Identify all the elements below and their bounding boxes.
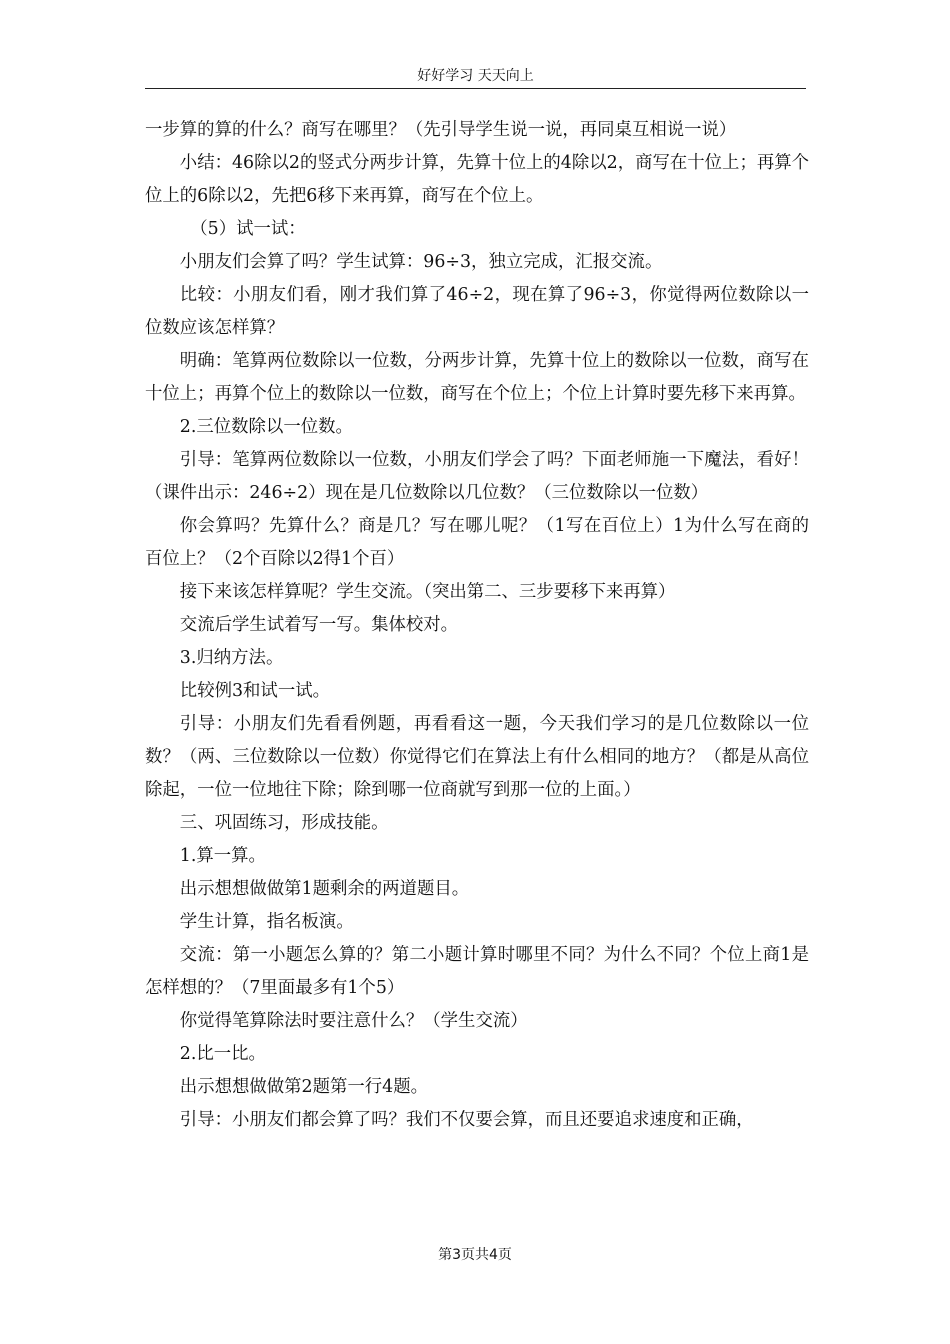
- paragraph: 引导：小朋友们先看看例题，再看看这一题，今天我们学习的是几位数除以一位数？（两、三位数除以一位数）你觉得它们在算法上有什么相同的地方？（都是从高位除起，一位一位地往下除；除到哪一位商就写到那一位的上面。）: [145, 714, 809, 800]
- page-footer: [0, 1244, 950, 1264]
- paragraph: 你会算吗？先算什么？商是几？写在哪儿呢？（1写在百位上）1为什么写在商的百位上？（2个百除以2得1个百）: [145, 516, 809, 569]
- paragraph: 比较：小朋友们看，刚才我们算了46÷2，现在算了96÷3，你觉得两位数除以一位数应该怎样算？: [145, 285, 809, 338]
- header-title: 好好学习 天天向上: [417, 68, 534, 84]
- paragraph: 出示想想做做第1题剩余的两道题目。: [179, 879, 470, 899]
- paragraph: 小朋友们会算了吗？学生试算：96÷3，独立完成，汇报交流。: [179, 252, 663, 272]
- document-body: [145, 114, 809, 1137]
- paragraph: 交流：第一小题怎么算的？第二小题计算时哪里不同？为什么不同？个位上商1是怎样想的？（7里面最多有1个5）: [145, 945, 809, 998]
- paragraph: 3.归纳方法。: [179, 648, 284, 668]
- paragraph: 比较例3和试一试。: [179, 681, 330, 701]
- paragraph: 你觉得笔算除法时要注意什么？（学生交流）: [179, 1011, 528, 1031]
- paragraph: （5）试一试：: [190, 219, 306, 239]
- paragraph: 2.三位数除以一位数。: [179, 417, 353, 437]
- paragraph: 引导：笔算两位数除以一位数，小朋友们学会了吗？下面老师施一下魔法，看好！（课件出示：246÷2）现在是几位数除以几位数？（三位数除以一位数）: [145, 450, 809, 503]
- paragraph: 三、巩固练习，形成技能。: [179, 813, 389, 833]
- paragraph: 一步算的算的什么？商写在哪里？（先引导学生说一说，再同桌互相说一说）: [145, 120, 737, 140]
- paragraph: 接下来该怎样算呢？学生交流。（突出第二、三步要移下来再算）: [179, 582, 676, 602]
- page-number: 第3页共4页: [438, 1247, 512, 1263]
- paragraph: 明确：笔算两位数除以一位数，分两步计算，先算十位上的数除以一位数，商写在十位上；再算个位上的数除以一位数，商写在个位上；个位上计算时要先移下来再算。: [145, 351, 809, 404]
- paragraph: 小结：46除以2的竖式分两步计算，先算十位上的4除以2，商写在十位上；再算个位上的6除以2，先把6移下来再算，商写在个位上。: [145, 153, 810, 206]
- paragraph: 1.算一算。: [179, 846, 266, 866]
- paragraph: 引导：小朋友们都会算了吗？我们不仅要会算，而且还要追求速度和正确，: [179, 1110, 754, 1130]
- paragraph: 出示想想做做第2题第一行4题。: [179, 1077, 429, 1097]
- paragraph: 2.比一比。: [179, 1044, 266, 1064]
- paragraph: 学生计算，指名板演。: [179, 912, 354, 932]
- page-header: [145, 66, 806, 89]
- paragraph: 交流后学生试着写一写。集体校对。: [179, 615, 459, 635]
